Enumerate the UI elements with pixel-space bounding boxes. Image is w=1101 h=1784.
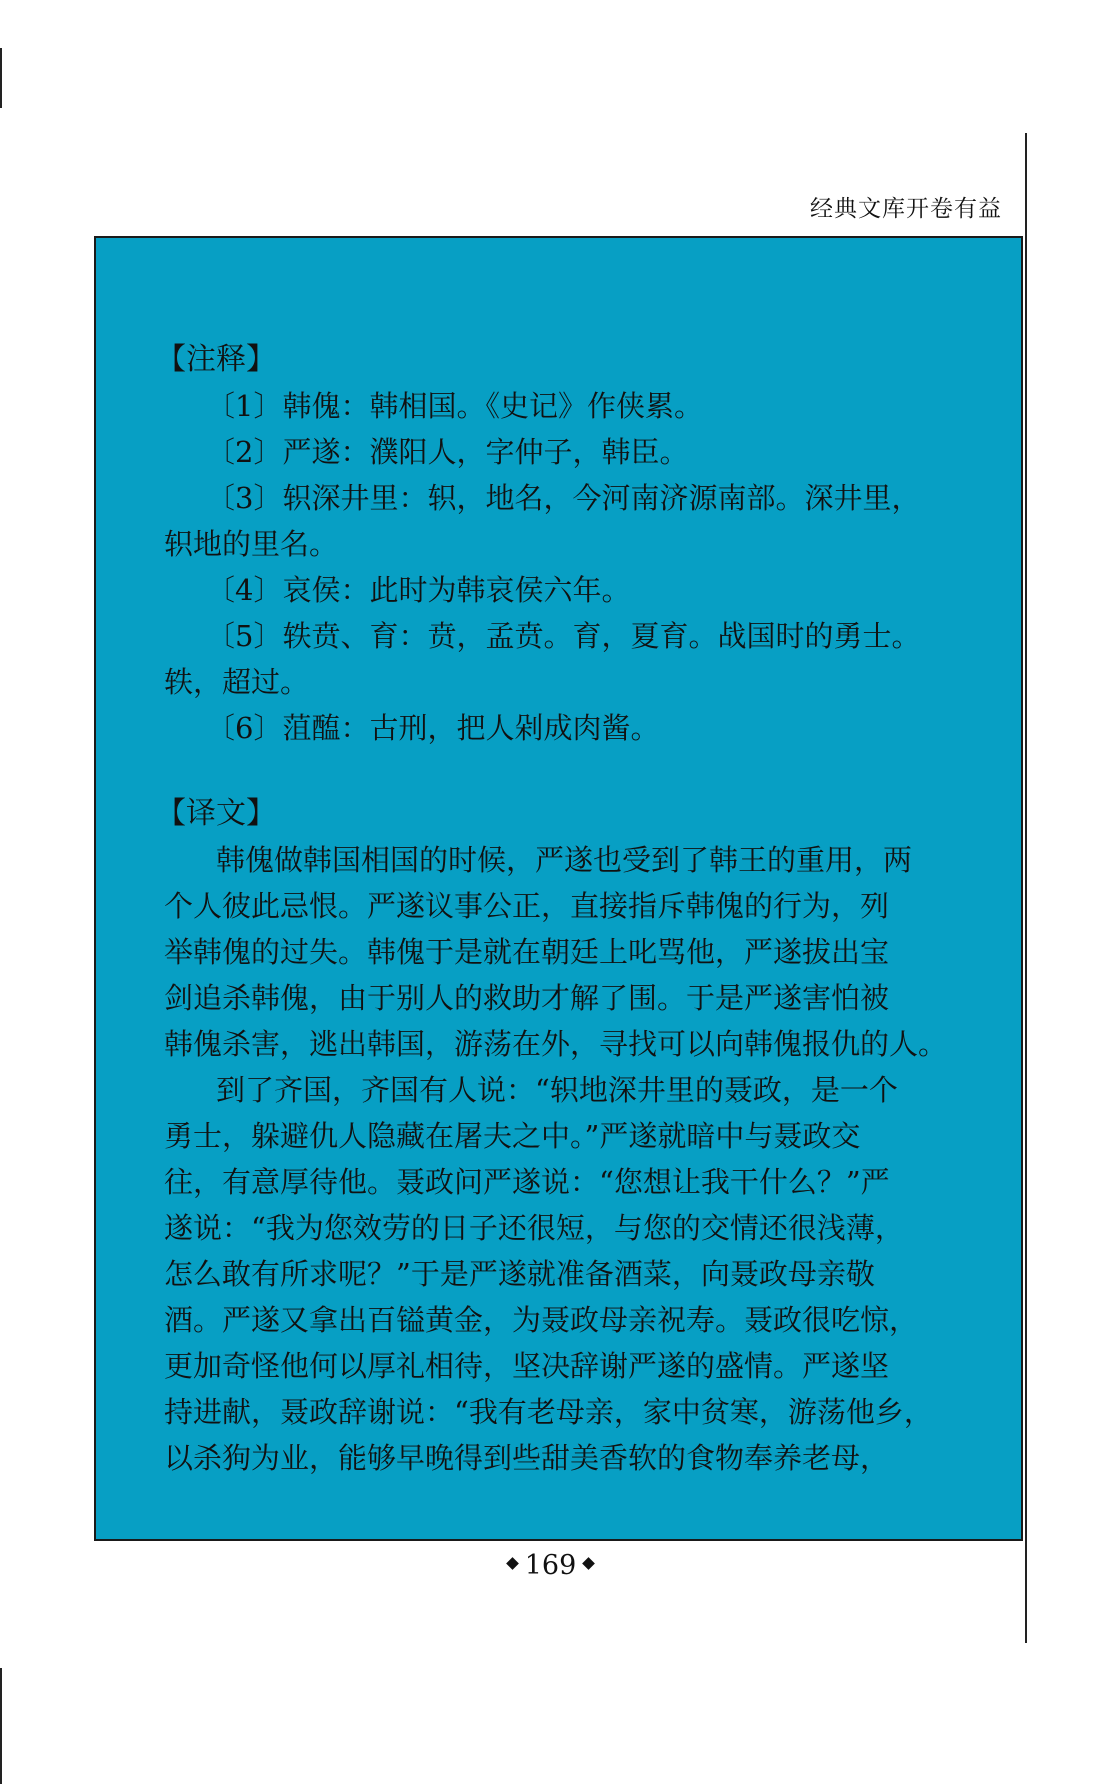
translation-line: 持进献，聂政辞谢说：“我有老母亲，家中贫寒，游荡他乡， — [164, 1395, 933, 1429]
translation-line: 以杀狗为业，能够早晚得到些甜美香软的食物奉养老母， — [164, 1441, 890, 1475]
crop-mark-top-left — [0, 48, 2, 108]
translation-line: 酒。严遂又拿出百镒黄金，为聂政母亲祝寿。聂政很吃惊， — [164, 1303, 919, 1337]
translation-line: 剑追杀韩傀，由于别人的救助才解了围。于是严遂害怕被 — [164, 981, 890, 1015]
note-line: 〔4〕哀侯：此时为韩哀侯六年。 — [206, 573, 631, 607]
page-number-text: 169 — [524, 1550, 577, 1581]
translation-line: 个人彼此忌恨。严遂议事公正，直接指斥韩傀的行为，列 — [164, 889, 890, 923]
translation-line: 勇士，躲避仇人隐藏在屠夫之中。”严遂就暗中与聂政交 — [164, 1119, 861, 1153]
crop-mark-bottom-left — [0, 1668, 2, 1784]
note-line: 〔6〕菹醢：古刑，把人剁成肉酱。 — [206, 711, 660, 745]
diamond-left-icon — [506, 1557, 519, 1570]
translation-line: 韩傀做韩国相国的时候，严遂也受到了韩王的重用，两 — [216, 843, 913, 877]
page-number — [0, 1550, 1101, 1581]
translation-line: 遂说：“我为您效劳的日子还很短，与您的交情还很浅薄， — [164, 1211, 904, 1245]
diamond-right-icon — [582, 1557, 595, 1570]
translation-line: 更加奇怪他何以厚礼相待，坚决辞谢严遂的盛情。严遂坚 — [164, 1349, 890, 1383]
page-edge-rule — [1025, 133, 1027, 1643]
translation-line: 到了齐国，齐国有人说：“轵地深井里的聂政，是一个 — [216, 1073, 898, 1107]
note-line: 轶，超过。 — [164, 665, 310, 699]
translation-line: 往，有意厚待他。聂政问严遂说：“您想让我干什么？”严 — [164, 1165, 890, 1199]
note-line: 轵地的里名。 — [164, 527, 339, 561]
note-line: 〔2〕严遂：濮阳人，字仲子，韩臣。 — [206, 435, 689, 469]
note-line: 〔1〕韩傀：韩相国。《史记》作侠累。 — [206, 389, 703, 423]
notes-heading: 【注释】 — [156, 342, 276, 377]
translation-line: 怎么敢有所求呢？”于是严遂就准备酒菜，向聂政母亲敬 — [164, 1257, 875, 1291]
translation-heading: 【译文】 — [156, 796, 276, 831]
note-line: 〔5〕轶贲、育：贲，孟贲。育，夏育。战国时的勇士。 — [206, 619, 921, 653]
content-panel — [94, 236, 1023, 1541]
running-header: 经典文库开卷有益 — [810, 196, 1002, 222]
translation-line: 韩傀杀害，逃出韩国，游荡在外，寻找可以向韩傀报仇的人。 — [164, 1027, 948, 1061]
note-line: 〔3〕轵深井里：轵，地名，今河南济源南部。深井里， — [206, 481, 921, 515]
translation-line: 举韩傀的过失。韩傀于是就在朝廷上叱骂他，严遂拔出宝 — [164, 935, 890, 969]
